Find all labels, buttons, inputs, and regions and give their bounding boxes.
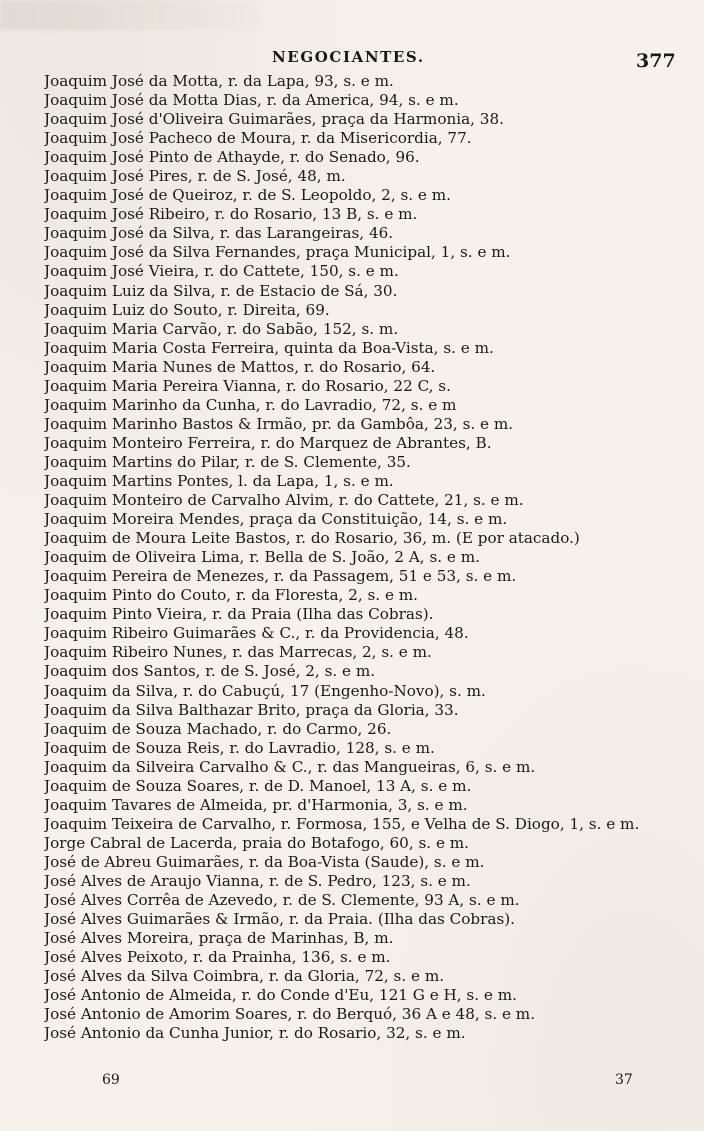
page-number: 377 [636, 50, 676, 72]
directory-entry: José Alves Corrêa de Azevedo, r. de S. Clemente, 93 A, s. e m. [44, 891, 520, 910]
directory-entry: Joaquim Teixeira de Carvalho, r. Formosa, 155, e Velha de S. Diogo, 1, s. e m. [44, 814, 640, 833]
directory-entry: Joaquim de Oliveira Lima, r. Bella de S. João, 2 A, s. e m. [44, 548, 480, 567]
directory-entry: Joaquim José Vieira, r. do Cattete, 150, s. e m. [44, 262, 399, 281]
directory-entry: Joaquim Martins do Pilar, r. de S. Clemente, 35. [44, 452, 411, 471]
page-smudge [0, 0, 260, 30]
directory-entry: Joaquim José Ribeiro, r. do Rosario, 13 B, s. e m. [44, 205, 418, 224]
directory-entry: José Antonio de Amorim Soares, r. do Berquó, 36 A e 48, s. e m. [44, 1005, 536, 1024]
footer-signature-right: 37 [615, 1072, 633, 1088]
directory-entry: Joaquim José Pacheco de Moura, r. da Misericordia, 77. [44, 129, 472, 148]
directory-entry: Joaquim José da Silva Fernandes, praça Municipal, 1, s. e m. [44, 243, 511, 262]
directory-entry: Joaquim Maria Pereira Vianna, r. do Rosario, 22 C, s. [44, 376, 451, 395]
directory-entry: Joaquim José Pires, r. de S. José, 48, m. [44, 167, 346, 186]
directory-entry: Joaquim da Silveira Carvalho & C., r. das Mangueiras, 6, s. e m. [44, 757, 536, 776]
directory-entry: Joaquim José da Silva, r. das Larangeiras, 46. [44, 224, 394, 243]
directory-entry: Joaquim Monteiro de Carvalho Alvim, r. do Cattete, 21, s. e m. [44, 491, 524, 510]
directory-entry: Joaquim de Souza Reis, r. do Lavradio, 128, s. e m. [44, 738, 435, 757]
directory-entry: Joaquim de Souza Machado, r. do Carmo, 26. [44, 719, 392, 738]
directory-entry: Joaquim Luiz do Souto, r. Direita, 69. [44, 300, 330, 319]
directory-entry: José Alves Moreira, praça de Marinhas, B, m. [44, 929, 394, 948]
directory-entry: Joaquim José da Motta Dias, r. da America, 94, s. e m. [44, 91, 459, 110]
directory-entry: José Antonio de Almeida, r. do Conde d'Eu, 121 G e H, s. e m. [44, 986, 517, 1005]
directory-entry: Joaquim José da Motta, r. da Lapa, 93, s. e m. [44, 72, 394, 90]
footer-signature-left: 69 [102, 1072, 120, 1088]
directory-entry: José Antonio da Cunha Junior, r. do Rosario, 32, s. e m. [44, 1024, 466, 1043]
directory-entry: Joaquim Marinho Bastos & Irmão, pr. da Gambôa, 23, s. e m. [44, 414, 514, 433]
directory-entry: Joaquim Martins Pontes, l. da Lapa, 1, s. e m. [44, 471, 394, 490]
directory-entry: José Alves de Araujo Vianna, r. de S. Pedro, 123, s. e m. [44, 871, 471, 890]
directory-entry: Joaquim de Moura Leite Bastos, r. do Rosario, 36, m. (E por atacado.) [44, 529, 580, 548]
directory-entry: Joaquim José Pinto de Athayde, r. do Senado, 96. [44, 148, 420, 167]
directory-entry: Joaquim de Souza Soares, r. de D. Manoel, 13 A, s. e m. [44, 776, 472, 795]
directory-entry: Joaquim Ribeiro Guimarães & C., r. da Providencia, 48. [44, 624, 469, 643]
directory-entry: Joaquim Marinho da Cunha, r. do Lavradio, 72, s. e m [44, 395, 457, 414]
directory-entry: Joaquim José d'Oliveira Guimarães, praça da Harmonia, 38. [44, 110, 504, 129]
directory-entry: Joaquim Pereira de Menezes, r. da Passagem, 51 e 53, s. e m. [44, 567, 517, 586]
directory-entry: Jorge Cabral de Lacerda, praia do Botafogo, 60, s. e m. [44, 833, 469, 852]
directory-entry: José Alves da Silva Coimbra, r. da Gloria, 72, s. e m. [44, 967, 445, 986]
directory-entry: Joaquim dos Santos, r. de S. José, 2, s. e m. [44, 662, 376, 681]
directory-list [44, 72, 684, 1043]
directory-entry: Joaquim Maria Nunes de Mattos, r. do Rosario, 64. [44, 357, 436, 376]
page-title: NEGOCIANTES. [272, 48, 425, 66]
directory-entry: Joaquim da Silva Balthazar Brito, praça da Gloria, 33. [44, 700, 459, 719]
directory-entry: José Alves Guimarães & Irmão, r. da Praia. (Ilha das Cobras). [44, 910, 516, 929]
directory-entry: Joaquim Moreira Mendes, praça da Constituição, 14, s. e m. [44, 510, 508, 529]
directory-entry: Joaquim José de Queiroz, r. de S. Leopoldo, 2, s. e m. [44, 186, 451, 205]
directory-entry: Joaquim Tavares de Almeida, pr. d'Harmonia, 3, s. e m. [44, 795, 468, 814]
directory-entry: José Alves Peixoto, r. da Prainha, 136, s. e m. [44, 948, 391, 967]
directory-entry: Joaquim Monteiro Ferreira, r. do Marquez de Abrantes, B. [44, 433, 492, 452]
directory-entry: Joaquim Pinto do Couto, r. da Floresta, 2, s. e m. [44, 586, 419, 605]
directory-entry: Joaquim Maria Carvão, r. do Sabão, 152, s. m. [44, 319, 399, 338]
directory-entry: Joaquim Ribeiro Nunes, r. das Marrecas, 2, s. e m. [44, 643, 432, 662]
directory-entry: Joaquim Maria Costa Ferreira, quinta da Boa-Vista, s. e m. [44, 338, 494, 357]
directory-entry: Joaquim da Silva, r. do Cabuçú, 17 (Engenho-Novo), s. m. [44, 681, 486, 700]
directory-entry: Joaquim Pinto Vieira, r. da Praia (Ilha das Cobras). [44, 605, 434, 624]
directory-entry: Joaquim Luiz da Silva, r. de Estacio de Sá, 30. [44, 281, 398, 300]
directory-entry: José de Abreu Guimarães, r. da Boa-Vista (Saude), s. e m. [44, 852, 485, 871]
